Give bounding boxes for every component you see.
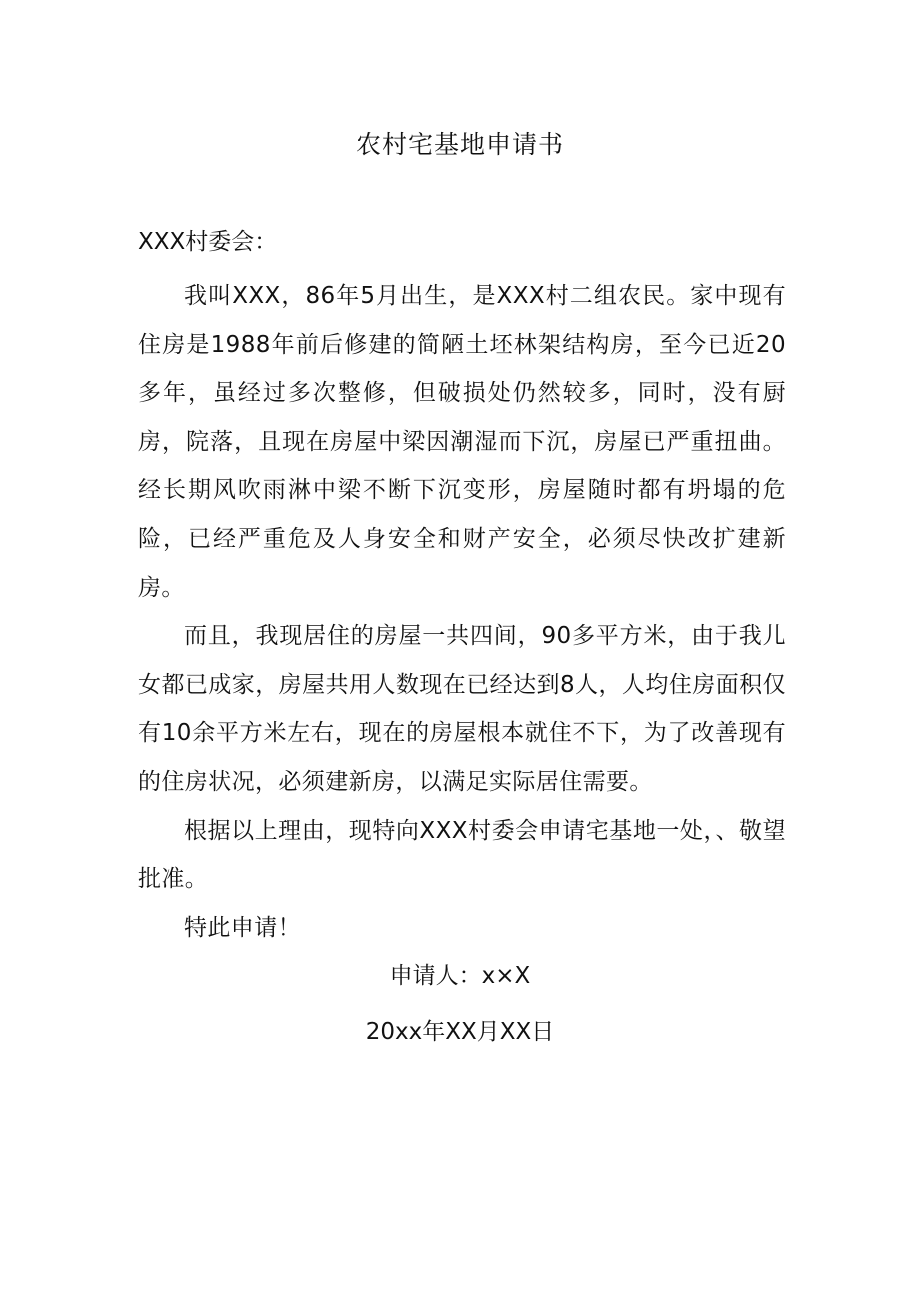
applicant-signature: 申请人：x×X: [389, 963, 531, 989]
salutation: XXX村委会：: [138, 229, 278, 255]
application-date: 20xx年XX月XX日: [365, 1019, 555, 1045]
document-body: [138, 272, 786, 952]
paragraph-closing: 特此申请！: [184, 914, 301, 941]
paragraph-housing-condition: 我叫XXX，86年5月出生，是XXX村二组农民。家中现有住房是1988年前后修建的简陋土坯林架结构房，至今已近20多年，虽经过多次整修，但破损处仍然较多，同时，没有厨房，院落，且现在房屋中梁因潮湿而下沉，房屋已严重扭曲。经长期风吹雨淋中梁不断下沉变形，房屋随时都有坍塌的危险，已经严重危及人身安全和财产安全，必须尽快改扩建新房。: [138, 283, 786, 601]
paragraph-request: 根据以上理由，现特向XXX村委会申请宅基地一处，、敬望批准。: [138, 817, 786, 893]
paragraph-living-space: 而且，我现居住的房屋一共四间，90多平方米，由于我儿女都已成家，房屋共用人数现在已经达到8人，人均住房面积仅有10余平方米左右，现在的房屋根本就住不下，为了改善现有的住房状况，必须建新房，以满足实际居住需要。: [138, 623, 786, 795]
document-title: 农村宅基地申请书: [355, 130, 564, 159]
